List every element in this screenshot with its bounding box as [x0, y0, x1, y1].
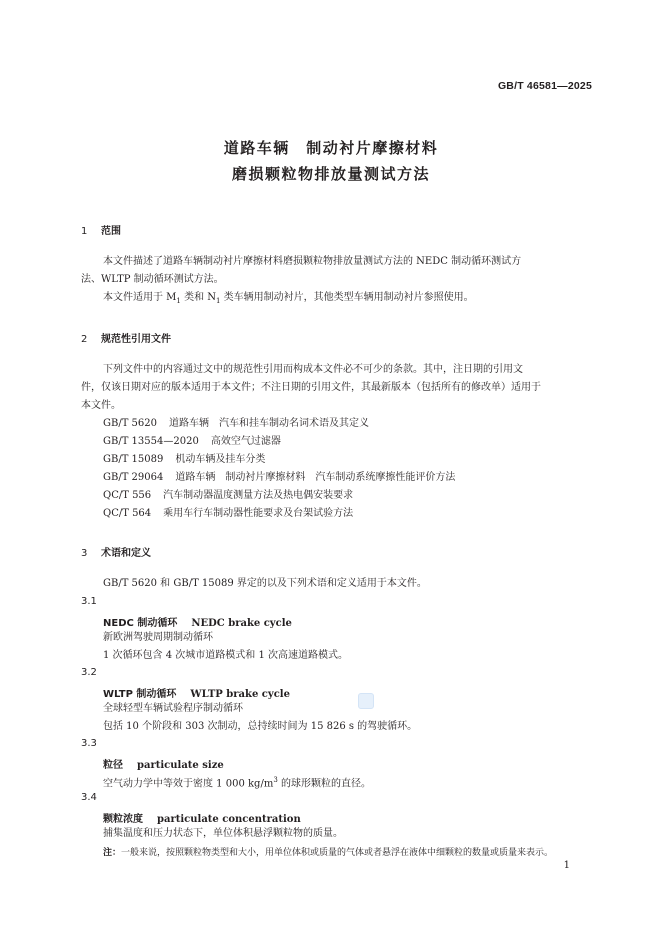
reference-code: GB/T 29064: [103, 472, 164, 483]
term-number: 3.1: [81, 596, 97, 607]
section-title: 范围: [101, 226, 121, 237]
watermark-logo-icon: [358, 693, 374, 709]
term-cn: WLTP 制动循环: [103, 689, 177, 700]
term-definition-line: 包括 10 个阶段和 303 次制动，总持续时间为 15 826 s 的驾驶循环。: [103, 721, 418, 732]
document-title-line2: 磨损颗粒物排放量测试方法: [231, 165, 430, 183]
reference-item: [103, 488, 353, 504]
standard-code: GB/T 46581—2025: [497, 80, 592, 92]
reference-code: GB/T 13554—2020: [103, 436, 199, 447]
reference-title: 高效空气过滤器: [210, 436, 281, 447]
reference-title: 道路车辆 制动衬片摩擦材料 汽车制动系统摩擦性能评价方法: [175, 472, 456, 483]
text-run: 的球形颗粒的直径。: [277, 778, 371, 790]
reference-code: QC/T 556: [103, 490, 152, 501]
reference-item: [103, 416, 369, 432]
term-en: particulate size: [137, 760, 224, 771]
paragraph-applicability: [103, 290, 474, 309]
section-title: 术语和定义: [101, 548, 151, 559]
term-heading: [103, 810, 301, 825]
paragraph-line: 法、WLTP 制动循环测试方法。: [81, 274, 224, 285]
term-definition-line: 捕集温度和压力状态下，单位体积悬浮颗粒物的质量。: [103, 828, 343, 839]
paragraph-line: GB/T 5620 和 GB/T 15089 界定的以及下列术语和定义适用于本文件。: [103, 578, 427, 589]
text-run: 类和 N: [180, 292, 216, 303]
section-heading-terms-and-definitions: [81, 544, 151, 559]
term-note: [103, 845, 553, 858]
page-number: 1: [563, 860, 570, 871]
term-definition-line: [103, 772, 371, 792]
term-heading: [103, 685, 290, 700]
reference-item: [103, 452, 265, 468]
reference-code: GB/T 15089: [103, 454, 164, 465]
term-en: NEDC brake cycle: [191, 618, 292, 629]
paragraph-line: 件，仅该日期对应的版本适用于本文件；不注日期的引用文件，其最新版本（包括所有的修改单）适用于: [81, 382, 541, 393]
section-number: 1: [81, 226, 88, 237]
reference-item: [103, 434, 281, 450]
subscript: 1: [216, 297, 221, 305]
reference-title: 机动车辆及挂车分类: [175, 454, 266, 465]
section-number: 3: [81, 548, 88, 559]
subscript: 1: [176, 297, 181, 305]
section-heading-scope: [81, 222, 121, 237]
term-number: 3.3: [81, 738, 97, 749]
term-number: 3.2: [81, 667, 97, 678]
note-text: 一般来说，按照颗粒物类型和大小，用单位体积或质量的气体或者悬浮在液体中细颗粒的数量或质量来表示。: [121, 848, 554, 858]
document-title-line1: 道路车辆 制动衬片摩擦材料: [223, 139, 439, 157]
term-definition-line: 1 次循环包含 4 次城市道路模式和 1 次高速道路模式。: [103, 650, 348, 661]
term-definition-line: 新欧洲驾驶周期制动循环: [103, 632, 213, 643]
reference-item: [103, 506, 353, 522]
term-en: WLTP brake cycle: [190, 689, 290, 700]
text-run: 类车辆用制动衬片，其他类型车辆用制动衬片参照使用。: [220, 292, 474, 303]
text-run: 空气动力学中等效于密度 1 000 kg/m: [103, 778, 274, 790]
section-number: 2: [81, 334, 88, 345]
reference-item: [103, 470, 455, 486]
reference-title: 汽车制动器温度测量方法及热电偶安装要求: [163, 490, 354, 501]
section-title: 规范性引用文件: [101, 334, 171, 345]
note-label: 注：: [103, 848, 122, 858]
reference-title: 道路车辆 汽车和挂车制动名词术语及其定义: [169, 418, 370, 429]
term-number: 3.4: [81, 792, 97, 803]
section-heading-normative-references: [81, 330, 171, 345]
term-heading: [103, 756, 224, 771]
term-cn: NEDC 制动循环: [103, 618, 178, 629]
reference-code: GB/T 5620: [103, 418, 158, 429]
superscript: 3: [273, 776, 278, 784]
term-heading: [103, 614, 292, 629]
paragraph-line: 下列文件中的内容通过文中的规范性引用而构成本文件必不可少的条款。其中，注日期的引用文: [103, 364, 523, 375]
reference-title: 乘用车行车制动器性能要求及台架试验方法: [163, 508, 354, 519]
reference-code: QC/T 564: [103, 508, 152, 519]
term-cn: 颗粒浓度: [103, 814, 143, 825]
paragraph-line: 本文件。: [81, 400, 121, 411]
term-en: particulate concentration: [157, 814, 301, 825]
term-cn: 粒径: [103, 760, 123, 771]
term-definition-line: 全球轻型车辆试验程序制动循环: [103, 703, 243, 714]
paragraph-line: 本文件描述了道路车辆制动衬片摩擦材料磨损颗粒物排放量测试方法的 NEDC 制动循环测试方: [103, 256, 522, 267]
text-run: 本文件适用于 M: [103, 292, 177, 303]
